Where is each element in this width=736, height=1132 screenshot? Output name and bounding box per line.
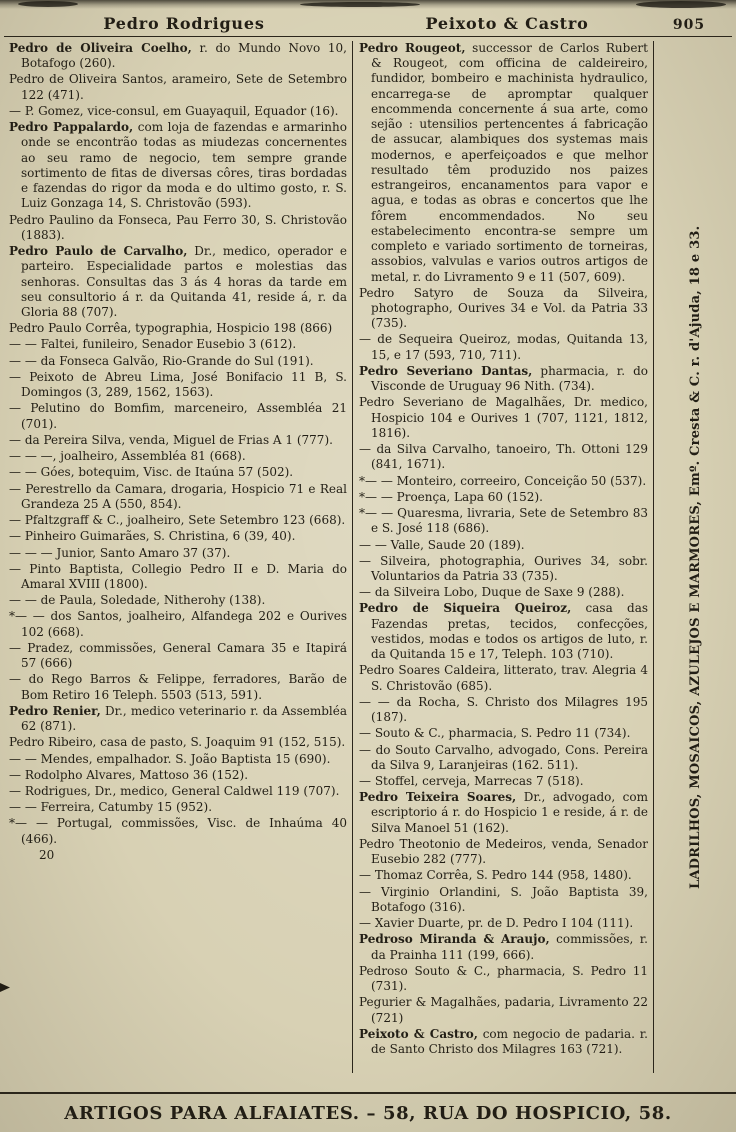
sidebar-ad (653, 41, 736, 1073)
directory-entry: — — da Rocha, S. Christo dos Milagres 195 (187). (359, 694, 648, 725)
directory-entry: — Perestrello da Camara, drogaria, Hospicio 71 e Real Grandeza 25 A (550, 854). (9, 481, 347, 511)
directory-entry: — — de Paula, Soledade, Nitherohy (138). (9, 593, 266, 608)
directory-entry: — — da Fonseca Galvão, Rio-Grande do Sul (191). (9, 353, 314, 368)
directory-entry: Pedro Severiano de Magalhães, Dr. medico, Hospicio 104 e Ourives 1 (707, 1121, 1812, 1816). (359, 395, 648, 440)
directory-entry: — — Valle, Saude 20 (189). (359, 537, 525, 552)
directory-entry: Pedro Theotonio de Medeiros, venda, Senador Eusebio 282 (777). (359, 836, 648, 867)
directory-entry: — Virginio Orlandini, S. João Baptista 39, Botafogo (316). (359, 884, 648, 914)
directory-entry: — Silveira, photographia, Ourives 34, sobr. Voluntarios da Patria 33 (735). (359, 553, 648, 583)
directory-entry: — Pelutino do Bomfim, marceneiro, Assembléa 21 (701). (9, 401, 347, 431)
directory-entry: — da Pereira Silva, venda, Miguel de Frias A 1 (777). (9, 432, 333, 447)
directory-entry: Pedro Ribeiro, casa de pasto, S. Joaquim 91 (152, 515). (9, 735, 346, 750)
header-left-title: Pedro Rodrigues (103, 14, 265, 33)
directory-entry: *— — Monteiro, correeiro, Conceição 50 (537). (359, 473, 647, 488)
directory-entry: — Xavier Duarte, pr. de D. Pedro I 104 (111). (359, 916, 634, 931)
directory-entry: Peixoto & Castro, com negocio de padaria. r. de Santo Christo dos Milagres 163 (721). (359, 1026, 648, 1056)
right-column (353, 41, 653, 1073)
directory-entry: Pedro Pappalardo, com loja de fazendas e armarinho onde se encontrão todas as miudezas concernentes ao seu ramo de negocio, tem sempre grande sortimento de fitas de diversas côres, tiras bordadas e fazendas do rigor da moda e do ultimo gosto, r. S. Luiz Gonzaga 14, S. Christovão (593). (9, 120, 347, 211)
page-header (4, 0, 732, 37)
directory-entry: Pedro de Oliveira Santos, arameiro, Sete de Setembro 122 (471). (9, 72, 347, 102)
directory-entry: Pedro Satyro de Souza da Silveira, photographo, Ourives 34 e Vol. da Patria 33 (735). (359, 285, 648, 331)
directory-entry: — — Faltei, funileiro, Senador Eusebio 3 (612). (9, 337, 297, 352)
page-footer (0, 1092, 736, 1132)
directory-entry: Pedro Paulo de Carvalho, Dr., medico, operador e parteiro. Especialidade partos e molestias das senhoras. Consultas das 3 ás 4 horas da tarde em seu consultorio á r. da Quitanda 41, reside á, r. da Gloria 88 (707). (9, 244, 347, 319)
directory-entry: — Pradez, commissões, General Camara 35 e Itapirá 57 (666) (9, 640, 347, 671)
directory-entry: *— — Quaresma, livraria, Sete de Setembro 83 e S. José 118 (686). (359, 506, 648, 536)
directory-entry: — da Silva Carvalho, tanoeiro, Th. Ottoni 129 (841, 1671). (359, 442, 648, 472)
directory-entry: Pedro Severiano Dantas, pharmacia, r. do Visconde de Uruguay 96 Nith. (734). (359, 363, 648, 394)
directory-entry: — — Mendes, empalhador. S. João Baptista 15 (690). (9, 751, 331, 766)
directory-entry: Pedro Rougeot, successor de Carlos Rubert & Rougeot, com officina de caldeireiro, fundidor, bombeiro e machinista hydraulico, encarrega-se de apromptar qualquer encommenda concernente á sua arte, como sejão : utensilios pertencentes á fabricação de assucar, alambiques dos systemas mais modernos, e aperfeiçoados e que melhor resultado têm produzido nos paizes estrangeiros, encanamentos para vapor e agua, e todas as obras e concertos que lhe fôrem encommendados. No seu estabelecimento encontra-se sempre um completo e variado sortimento de torneiras, assobios, valvulas e varios outros artigos de metal, r. do Livramento 9 e 11 (507, 609). (359, 41, 648, 284)
directory-entry: — Rodolpho Alvares, Mattoso 36 (152). (9, 767, 249, 782)
directory-entry: — Stoffel, cerveja, Marrecas 7 (518). (359, 774, 584, 789)
directory-entry: Pedro Paulo Corrêa, typographia, Hospicio 198 (866) (9, 321, 333, 336)
directory-entry: Pedro de Siqueira Queiroz, casa das Fazendas pretas, tecidos, confecções, vestidos, modas e todos os artigos de luto, r. da Quitanda 15 e 17, Teleph. 103 (710). (359, 601, 649, 662)
directory-entry: — Pfaltzgraff & C., joalheiro, Sete Setembro 123 (668). (9, 513, 346, 528)
directory-entry: 20 (39, 847, 55, 862)
directory-entry: — P. Gomez, vice-consul, em Guayaquil, Equador (16). (9, 103, 339, 118)
directory-entry: *— — Portugal, commissões, Visc. de Inhaúma 40 (466). (9, 816, 347, 846)
left-column (0, 41, 352, 1073)
directory-entry: — de Sequeira Queiroz, modas, Quitanda 13, 15, e 17 (593, 710, 711). (359, 332, 648, 362)
directory-entry: — Peixoto de Abreu Lima, José Bonifacio 11 B, S. Domingos (3, 289, 1562, 1563). (9, 369, 347, 400)
directory-entry: Pedro de Oliveira Coelho, r. do Mundo Novo 10, Botafogo (260). (9, 41, 347, 71)
directory-entry: — — Ferreira, Catumby 15 (952). (9, 800, 213, 815)
directory-entry: — Pinto Baptista, Collegio Pedro II e D. Maria do Amaral XVIII (1800). (9, 561, 347, 591)
directory-entry: *— — Proença, Lapa 60 (152). (359, 489, 543, 504)
directory-entry: — — — Junior, Santo Amaro 37 (37). (9, 545, 231, 560)
directory-entry: — Pinheiro Guimarães, S. Christina, 6 (39, 40). (9, 529, 296, 544)
directory-entry: Pedro Soares Caldeira, litterato, trav. Alegria 4 S. Christovão (685). (359, 663, 648, 693)
directory-entry: — — —, joalheiro, Assembléa 81 (668). (9, 449, 246, 464)
directory-entry: — Thomaz Corrêa, S. Pedro 144 (958, 1480). (359, 868, 632, 883)
header-right-title: Peixoto & Castro (425, 14, 589, 33)
directory-entry: — — Góes, botequim, Visc. de Itaúna 57 (502). (9, 465, 294, 480)
directory-entry: — da Silveira Lobo, Duque de Saxe 9 (288). (359, 585, 625, 600)
page-number: 905 (672, 17, 706, 33)
directory-entry: Pedroso Souto & C., pharmacia, S. Pedro 11 (731). (359, 963, 648, 994)
directory-entry: Pedro Renier, Dr., medico veterinario r. da Assembléa 62 (871). (9, 703, 347, 734)
directory-entry: Pedroso Miranda & Araujo, commissões, r. da Prainha 111 (199, 666). (359, 932, 648, 962)
directory-entry: — do Souto Carvalho, advogado, Cons. Pereira da Silva 9, Laranjeiras (162. 511). (359, 742, 648, 772)
directory-entry: Pedro Teixeira Soares, Dr., advogado, com escriptorio á r. do Hospicio 1 e reside, á r. de Silva Manoel 51 (162). (359, 790, 648, 835)
directory-entry: *— — dos Santos, joalheiro, Alfandega 202 e Ourives 102 (668). (9, 609, 347, 639)
page-body (0, 37, 736, 1073)
sidebar-ad-text: LADRILHOS, MOSAICOS, AZULEJOS E MARMORES, Emº. Cresta & C. r. d'Ajuda, 18 e 33. (687, 225, 703, 889)
footer-ad-text: ARTIGOS PARA ALFAIATES. – 58, RUA DO HOSPICIO, 58. (64, 1102, 672, 1124)
directory-entry: Pegurier & Magalhães, padaria, Livramento 22 (721) (359, 995, 648, 1025)
directory-entry: — Souto & C., pharmacia, S. Pedro 11 (734). (359, 726, 631, 741)
directory-entry: Pedro Paulino da Fonseca, Pau Ferro 30, S. Christovão (1883). (9, 212, 347, 242)
directory-entry: — Rodrigues, Dr., medico, General Caldwel 119 (707). (9, 784, 340, 799)
directory-entry: — do Rego Barros & Felippe, ferradores, Barão de Bom Retiro 16 Teleph. 5503 (513, 591). (9, 672, 347, 702)
